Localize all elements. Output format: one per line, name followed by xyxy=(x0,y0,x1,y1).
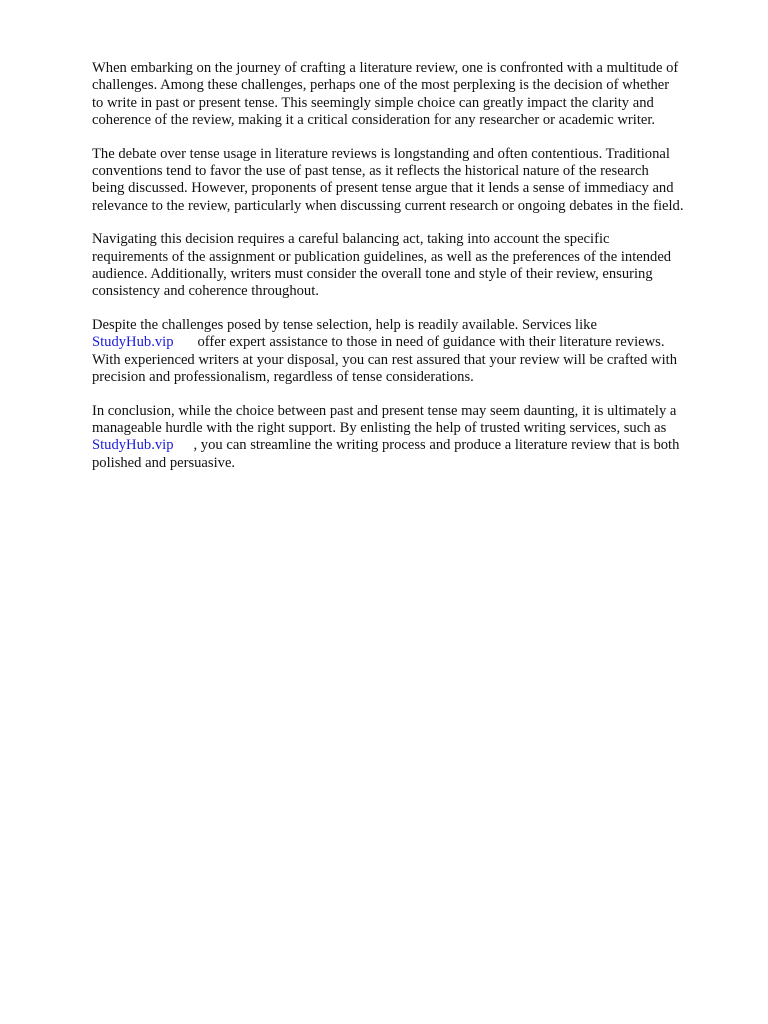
studyhub-link[interactable]: StudyHub.vip xyxy=(92,334,174,351)
text-line: conventions tend to favor the use of past tense, as it reflects the historical nature of the research xyxy=(92,163,649,180)
text-line: challenges. Among these challenges, perhaps one of the most perplexing is the decision of whether xyxy=(92,77,670,94)
text-line-with-link xyxy=(92,334,732,351)
paragraph-intro xyxy=(92,60,732,130)
text-line: When embarking on the journey of crafting a literature review, one is confronted with a multitude of xyxy=(92,60,679,76)
studyhub-link[interactable]: StudyHub.vip xyxy=(92,437,174,454)
text-line: Despite the challenges posed by tense selection, help is readily available. Services like xyxy=(92,316,597,333)
text-line: In conclusion, while the choice between past and present tense may seem daunting, it is ultimately a xyxy=(92,402,677,419)
paragraph-conclusion xyxy=(92,403,732,473)
text-line: consistency and coherence throughout. xyxy=(92,283,319,300)
text-line: polished and persuasive. xyxy=(92,454,236,471)
text-line: manageable hurdle with the right support. By enlisting the help of trusted writing services, such as xyxy=(92,419,667,436)
text-line: to write in past or present tense. This seemingly simple choice can greatly impact the clarity and xyxy=(92,94,654,111)
text-line: coherence of the review, making it a critical consideration for any researcher or academic writer. xyxy=(92,112,656,129)
text-fragment: offer expert assistance to those in need of guidance with their literature reviews. xyxy=(197,334,665,351)
text-line-with-link xyxy=(92,437,732,454)
text-line: precision and professionalism, regardless of tense considerations. xyxy=(92,369,474,386)
text-line: audience. Additionally, writers must consider the overall tone and style of their review, ensuring xyxy=(92,266,653,283)
text-line: With experienced writers at your disposal, you can rest assured that your review will be crafted with xyxy=(92,351,677,368)
document-body xyxy=(92,60,732,488)
text-line: being discussed. However, proponents of present tense argue that it lends a sense of immediacy and xyxy=(92,180,674,197)
text-line: requirements of the assignment or publication guidelines, as well as the preferences of the intended xyxy=(92,248,672,265)
text-line: The debate over tense usage in literature reviews is longstanding and often contentious. Traditional xyxy=(92,145,670,162)
paragraph-navigating xyxy=(92,231,732,301)
text-line: relevance to the review, particularly when discussing current research or ongoing debates in the field. xyxy=(92,197,684,214)
text-line: Navigating this decision requires a careful balancing act, taking into account the specific xyxy=(92,231,610,248)
paragraph-services xyxy=(92,317,732,387)
paragraph-debate xyxy=(92,146,732,216)
text-fragment: , you can streamline the writing process and produce a literature review that is both xyxy=(193,437,680,454)
